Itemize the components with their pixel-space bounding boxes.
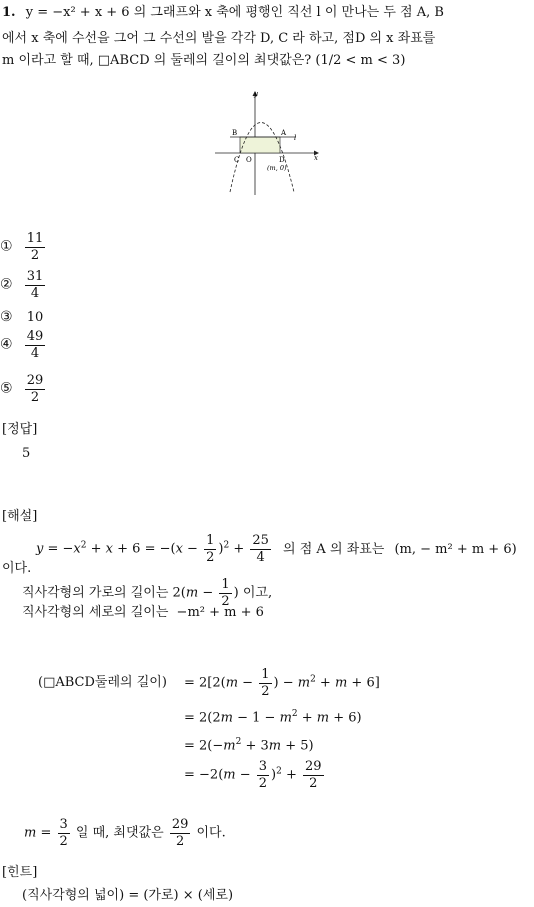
label-m0: (m, 0)	[267, 164, 287, 172]
choice-3-value: 10	[26, 310, 44, 325]
choice-3-mark: ③	[0, 309, 13, 325]
half-fraction-2: $\frac{1}{2}$	[221, 577, 230, 609]
choice-5-numerator: 29	[26, 373, 44, 388]
choice-5-fraction	[25, 374, 46, 404]
choice-4-denominator: 4	[30, 345, 40, 361]
fraction-29-2-b: $\frac{29}{2}$	[171, 817, 189, 849]
choice-5[interactable]	[0, 374, 47, 404]
choice-4-numerator: 49	[26, 329, 44, 344]
choice-4-mark: ④	[0, 336, 13, 353]
label-x: x	[314, 154, 318, 162]
parabola-figure	[210, 88, 325, 198]
problem-line-2: 에서 x 축에 수선을 그어 그 수선의 발을 각각 D, C 라 하고, 점D 의 x 좌표를	[2, 31, 436, 46]
choice-2-fraction	[25, 270, 46, 300]
problem-line-1	[2, 6, 444, 19]
choice-2[interactable]	[0, 270, 47, 300]
choice-3[interactable]	[0, 310, 43, 324]
perimeter-step-4: = −2(m − $\frac{3}{2}$ )$^2$ + $\frac{29}{2}$	[184, 759, 322, 791]
choice-1-mark: ①	[0, 238, 13, 255]
conclusion-mid: 일 때, 최댓값은	[75, 825, 164, 841]
fraction-29-2-a: $\frac{29}{2}$	[305, 759, 322, 791]
hint-label: [힌트]	[2, 865, 38, 880]
perimeter-label: (□ABCD둘레의 길이)	[38, 675, 167, 690]
choice-4-fraction	[25, 330, 46, 360]
label-o: O	[246, 156, 252, 164]
solution-conclusion: m = $\frac{3}{2}$ 일 때, 최댓값은 $\frac{29}{2}$ 이다.	[24, 817, 226, 849]
choice-2-denominator: 4	[30, 285, 40, 301]
label-d: D	[279, 156, 285, 164]
height-prefix: 직사각형의 세로의 길이는	[22, 605, 169, 620]
choice-1-numerator: 11	[26, 231, 44, 246]
point-a-coordinates: (m, − m² + m + 6)	[394, 541, 517, 557]
solution-label: [해설]	[2, 509, 38, 524]
answer-label: [정답]	[2, 422, 38, 437]
perimeter-step-2: = $2(2m - 1 - m^2 + m + 6)$	[184, 709, 362, 726]
fraction-3-2: $\frac{3}{2}$	[258, 759, 268, 791]
choice-5-mark: ⑤	[0, 380, 13, 397]
problem-number: 1.	[2, 5, 16, 20]
choice-1-denominator: 2	[30, 247, 40, 263]
perimeter-step-1: = 2[2(m − $\frac{1}{2}$ ) − $m^2 + m + 6$]	[184, 667, 380, 699]
label-y: y	[254, 90, 258, 98]
solution-intro-suffix: 의 점 A 의 좌표는	[283, 541, 385, 557]
solution-height-line	[22, 606, 264, 619]
rectangle-abcd	[240, 137, 280, 153]
solution-ida: 이다.	[2, 561, 32, 576]
choice-1-fraction	[25, 232, 46, 262]
label-b: B	[232, 129, 238, 137]
height-expression: −m² + m + 6	[176, 605, 264, 620]
fraction-25-4: $\frac{25}{4}$	[252, 533, 269, 565]
choice-1[interactable]	[0, 232, 47, 262]
choice-5-denominator: 2	[30, 389, 40, 405]
hint-text: (직사각형의 넓이) = (가로) × (세로)	[22, 888, 234, 903]
problem-text-3: m 이라고 할 때, □ABCD 의 둘레의 길이의 최댓값은?	[2, 53, 312, 68]
choice-2-numerator: 31	[26, 269, 44, 284]
solution-width-line: 직사각형의 가로의 길이는 2(m − $\frac{1}{2}$ ) 이고,	[22, 577, 273, 609]
choice-2-mark: ②	[0, 276, 13, 293]
choice-4[interactable]	[0, 330, 47, 360]
label-c: C	[234, 156, 240, 164]
label-l: l	[294, 134, 297, 142]
conclusion-end: 이다.	[196, 825, 226, 841]
problem-line-3	[2, 54, 405, 67]
half-fraction-3: $\frac{1}{2}$	[261, 667, 270, 699]
label-a: A	[281, 129, 287, 137]
half-fraction-1: $\frac{1}{2}$	[206, 533, 215, 565]
solution-line-1: $y = -x^2 + x + 6 = -(x$ − $\frac{1}{2}$ )$^2$ + $\frac{25}{4}$ 의 점 A 의 좌표는 (m, − m² + m + 6)	[36, 533, 517, 565]
width-prefix: 직사각형의 가로의 길이는	[22, 585, 169, 601]
answer-value: 5	[22, 446, 31, 461]
problem-condition: (1/2 < m < 3)	[315, 53, 406, 68]
perimeter-step-3: = $2(-m^2 + 3m + 5)$	[184, 737, 314, 754]
width-suffix: 이고,	[242, 585, 273, 601]
fraction-3-2-b: $\frac{3}{2}$	[59, 817, 68, 849]
problem-text-1: y = −x² + x + 6 의 그래프와 x 축에 평행인 직선 l 이 만나는 두 점 A, B	[25, 5, 444, 20]
